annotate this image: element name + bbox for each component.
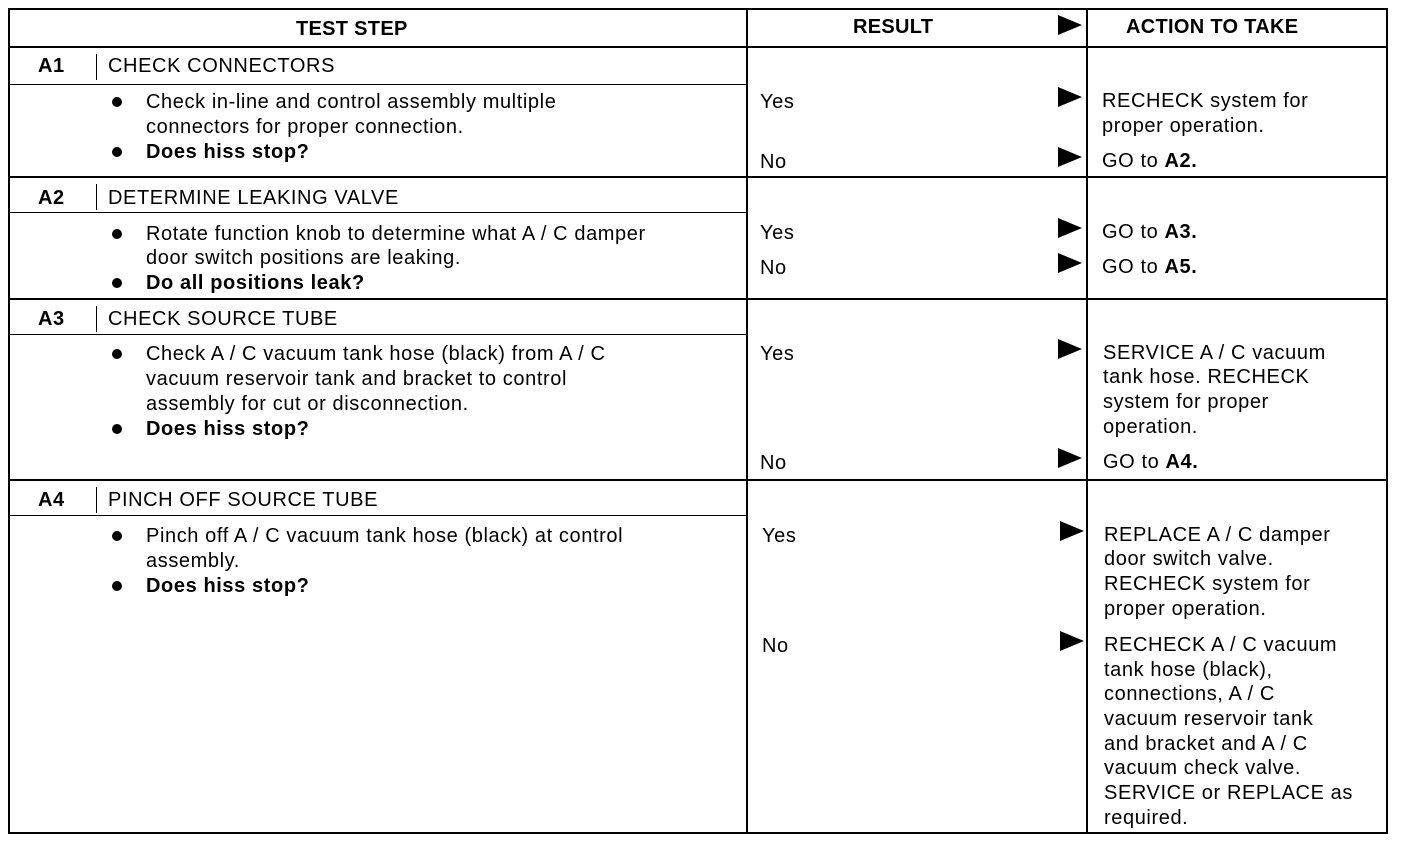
- header-result: RESULT: [853, 16, 934, 38]
- arrow-icon: [1060, 631, 1084, 651]
- row-divider-a2: [10, 176, 1386, 178]
- action-text: operation.: [1103, 416, 1198, 438]
- step-id: A2: [38, 187, 65, 209]
- action-text: vacuum reservoir tank: [1104, 708, 1314, 730]
- action-text: REPLACE A / C damper: [1104, 524, 1331, 546]
- step-instruction: Check A / C vacuum tank hose (black) from A / C: [146, 343, 606, 365]
- header-divider: [10, 46, 1386, 48]
- action-text: door switch valve.: [1104, 548, 1274, 570]
- header-action: ACTION TO TAKE: [1126, 16, 1299, 38]
- action-text: system for proper: [1103, 391, 1269, 413]
- row-divider-a4: [10, 479, 1386, 481]
- step-title: PINCH OFF SOURCE TUBE: [108, 489, 379, 511]
- step-instruction: Pinch off A / C vacuum tank hose (black) at control: [146, 525, 624, 547]
- action-text: RECHECK system for: [1102, 90, 1309, 112]
- a2-id-divider: [96, 184, 97, 210]
- action-text: connections, A / C: [1104, 683, 1275, 705]
- step-question: Does hiss stop?: [146, 575, 310, 597]
- step-instruction: connectors for proper connection.: [146, 116, 464, 138]
- step-id: A1: [38, 55, 65, 77]
- a4-title-underline: [10, 515, 746, 516]
- result-column-divider: [746, 10, 748, 832]
- bullet-icon: [112, 349, 122, 359]
- bullet-icon: [112, 147, 122, 157]
- step-instruction: Check in-line and control assembly multiple: [146, 91, 557, 113]
- step-id: A4: [38, 489, 65, 511]
- diagnostic-test-chart: [8, 8, 1388, 834]
- result-no: No: [762, 635, 789, 657]
- arrow-icon: [1058, 87, 1082, 107]
- result-yes: Yes: [762, 525, 797, 547]
- step-instruction: vacuum reservoir tank and bracket to control: [146, 368, 568, 390]
- action-text: proper operation.: [1102, 115, 1265, 137]
- bullet-icon: [112, 424, 122, 434]
- step-id: A3: [38, 308, 65, 330]
- bullet-icon: [112, 581, 122, 591]
- step-question: Does hiss stop?: [146, 418, 310, 440]
- row-divider-a3: [10, 298, 1386, 300]
- arrow-icon: [1058, 218, 1082, 238]
- result-yes: Yes: [760, 222, 795, 244]
- header-arrow-icon: [1058, 15, 1082, 35]
- step-instruction: door switch positions are leaking.: [146, 247, 461, 269]
- header-test-step: TEST STEP: [296, 18, 408, 40]
- action-text: vacuum check valve.: [1104, 757, 1302, 779]
- a1-id-divider: [96, 54, 97, 80]
- action-text: tank hose (black),: [1104, 659, 1273, 681]
- a3-title-underline: [10, 334, 746, 335]
- step-question: Does hiss stop?: [146, 141, 310, 163]
- step-title: CHECK SOURCE TUBE: [108, 308, 338, 330]
- action-text: required.: [1104, 807, 1189, 829]
- step-instruction: assembly.: [146, 550, 240, 572]
- a4-id-divider: [96, 487, 97, 513]
- action-text: SERVICE A / C vacuum: [1103, 342, 1326, 364]
- bullet-icon: [112, 531, 122, 541]
- action-text: GO to A4.: [1103, 451, 1199, 473]
- arrow-icon: [1058, 339, 1082, 359]
- result-no: No: [760, 452, 787, 474]
- a2-title-underline: [10, 212, 746, 213]
- action-text: tank hose. RECHECK: [1103, 366, 1310, 388]
- result-yes: Yes: [760, 343, 795, 365]
- step-instruction: Rotate function knob to determine what A / C damper: [146, 223, 646, 245]
- bullet-icon: [112, 278, 122, 288]
- arrow-icon: [1058, 253, 1082, 273]
- result-no: No: [760, 151, 787, 173]
- action-text: RECHECK A / C vacuum: [1104, 634, 1338, 656]
- action-column-divider: [1086, 10, 1088, 832]
- step-title: DETERMINE LEAKING VALVE: [108, 187, 399, 209]
- bullet-icon: [112, 229, 122, 239]
- a3-id-divider: [96, 306, 97, 332]
- action-text: GO to A3.: [1102, 221, 1198, 243]
- bullet-icon: [112, 97, 122, 107]
- arrow-icon: [1058, 448, 1082, 468]
- action-text: RECHECK system for: [1104, 573, 1311, 595]
- action-text: GO to A2.: [1102, 150, 1198, 172]
- step-instruction: assembly for cut or disconnection.: [146, 393, 469, 415]
- action-text: SERVICE or REPLACE as: [1104, 782, 1353, 804]
- result-no: No: [760, 257, 787, 279]
- action-text: proper operation.: [1104, 598, 1267, 620]
- action-text: GO to A5.: [1102, 256, 1198, 278]
- action-text: and bracket and A / C: [1104, 733, 1308, 755]
- a1-title-underline: [10, 84, 746, 85]
- step-question: Do all positions leak?: [146, 272, 365, 294]
- arrow-icon: [1058, 147, 1082, 167]
- result-yes: Yes: [760, 91, 795, 113]
- step-title: CHECK CONNECTORS: [108, 55, 336, 77]
- arrow-icon: [1060, 521, 1084, 541]
